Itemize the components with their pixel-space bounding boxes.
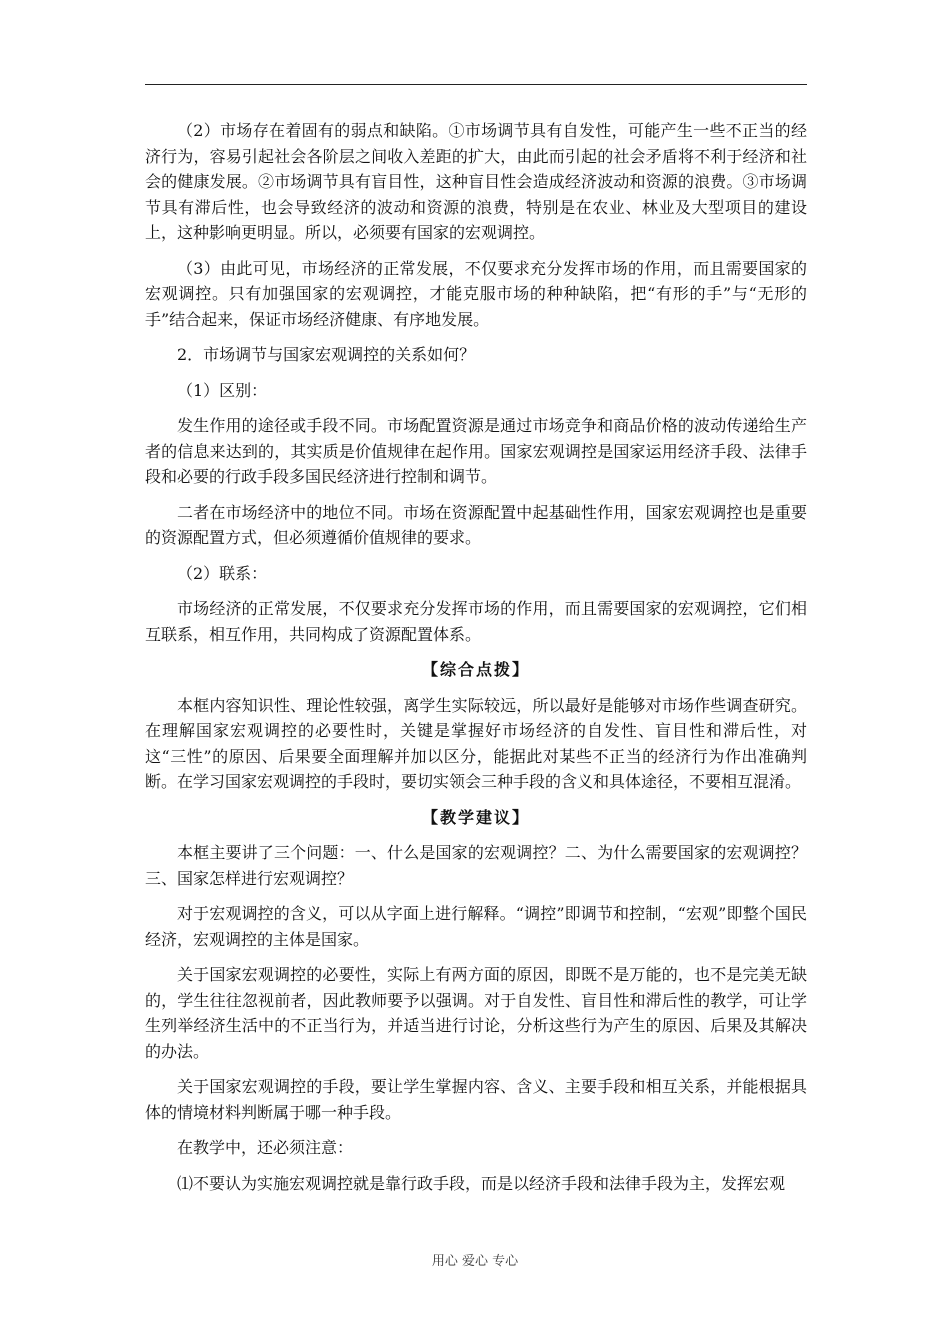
paragraph-teaching-meaning: 对于宏观调控的含义，可以从字面上进行解释。“调控”即调节和控制，“宏观”即整个国民经济，宏观调控的主体是国家。 — [145, 904, 807, 949]
paragraph-difference-status: 二者在市场经济中的地位不同。市场在资源配置中起基础性作用，国家宏观调控也是重要的资源配置方式，但必须遵循价值规律的要求。 — [145, 502, 807, 547]
paragraph-market-weaknesses: （2）市场存在着固有的弱点和缺陷。①市场调节具有自发性，可能产生一些不正当的经济行为，容易引起社会各阶层之间收入差距的扩大，由此而引起的社会矛盾将不利于经济和社会的健康发展。②市场调节具有盲目性，这种盲目性会造成经济波动和资源的浪费。③市场调节具有滞后性，也会导致经济的波动和资源的浪费，特别是在农业、林业及大型项目的建设上，这种影响更明显。所以，必须要有国家的宏观调控。 — [145, 121, 807, 242]
document-body — [145, 118, 807, 1206]
paragraph-teaching-necessity: 关于国家宏观调控的必要性，实际上有两方面的原因，即既不是万能的，也不是完美无缺的，学生往往忽视前者，因此教师要予以强调。对于自发性、盲目性和滞后性的教学，可让学生列举经济生活中的不正当行为，并适当进行讨论，分析这些行为产生的原因、后果及其解决的办法。 — [145, 965, 807, 1061]
subheading-difference: （1）区别： — [177, 380, 268, 400]
paragraph-teaching-overview: 本框主要讲了三个问题：一、什么是国家的宏观调控？二、为什么需要国家的宏观调控？三、国家怎样进行宏观调控？ — [145, 843, 807, 888]
section-heading-teaching: 【教学建议】 — [421, 807, 530, 827]
paragraph-summary: 本框内容知识性、理论性较强，离学生实际较远，所以最好是能够对市场作些调查研究。在理解国家宏观调控的必要性时，关键是掌握好市场经济的自发性、盲目性和滞后性，对这“三性”的原因、后果要全面理解并加以区分，能据此对某些不正当的经济行为作出准确判断。在学习国家宏观调控的手段时，要切实领会三种手段的含义和具体途径，不要相互混淆。 — [145, 695, 807, 791]
section-heading-summary: 【综合点拨】 — [421, 660, 530, 679]
subheading-connection: （2）联系： — [177, 563, 268, 583]
question-heading: 2．市场调节与国家宏观调控的关系如何？ — [177, 345, 476, 364]
paragraph-teaching-note: 在教学中，还必须注意： — [177, 1138, 354, 1157]
paragraph-conclusion: （3）由此可见，市场经济的正常发展，不仅要求充分发挥市场的作用，而且需要国家的宏观调控。只有加强国家的宏观调控，才能克服市场的种种缺陷，把“有形的手”与“无形的手”结合起来，保证市场经济健康、有序地发展。 — [145, 258, 807, 329]
paragraph-teaching-means: 关于国家宏观调控的手段，要让学生掌握内容、含义、主要手段和相互关系，并能根据具体的情境材料判断属于哪一种手段。 — [145, 1077, 807, 1122]
header-rule — [145, 84, 807, 85]
paragraph-difference-means: 发生作用的途径或手段不同。市场配置资源是通过市场竞争和商品价格的波动传递给生产者的信息来达到的，其实质是价值规律在起作用。国家宏观调控是国家运用经济手段、法律手段和必要的行政手段多国民经济进行控制和调节。 — [145, 416, 807, 486]
paragraph-connection: 市场经济的正常发展，不仅要求充分发挥市场的作用，而且需要国家的宏观调控，它们相互联系，相互作用，共同构成了资源配置体系。 — [145, 599, 807, 644]
page-footer: 用心 爱心 专心 — [431, 1254, 519, 1269]
paragraph-teaching-point-1: ⑴不要认为实施宏观调控就是靠行政手段，而是以经济手段和法律手段为主，发挥宏观 — [177, 1173, 786, 1193]
